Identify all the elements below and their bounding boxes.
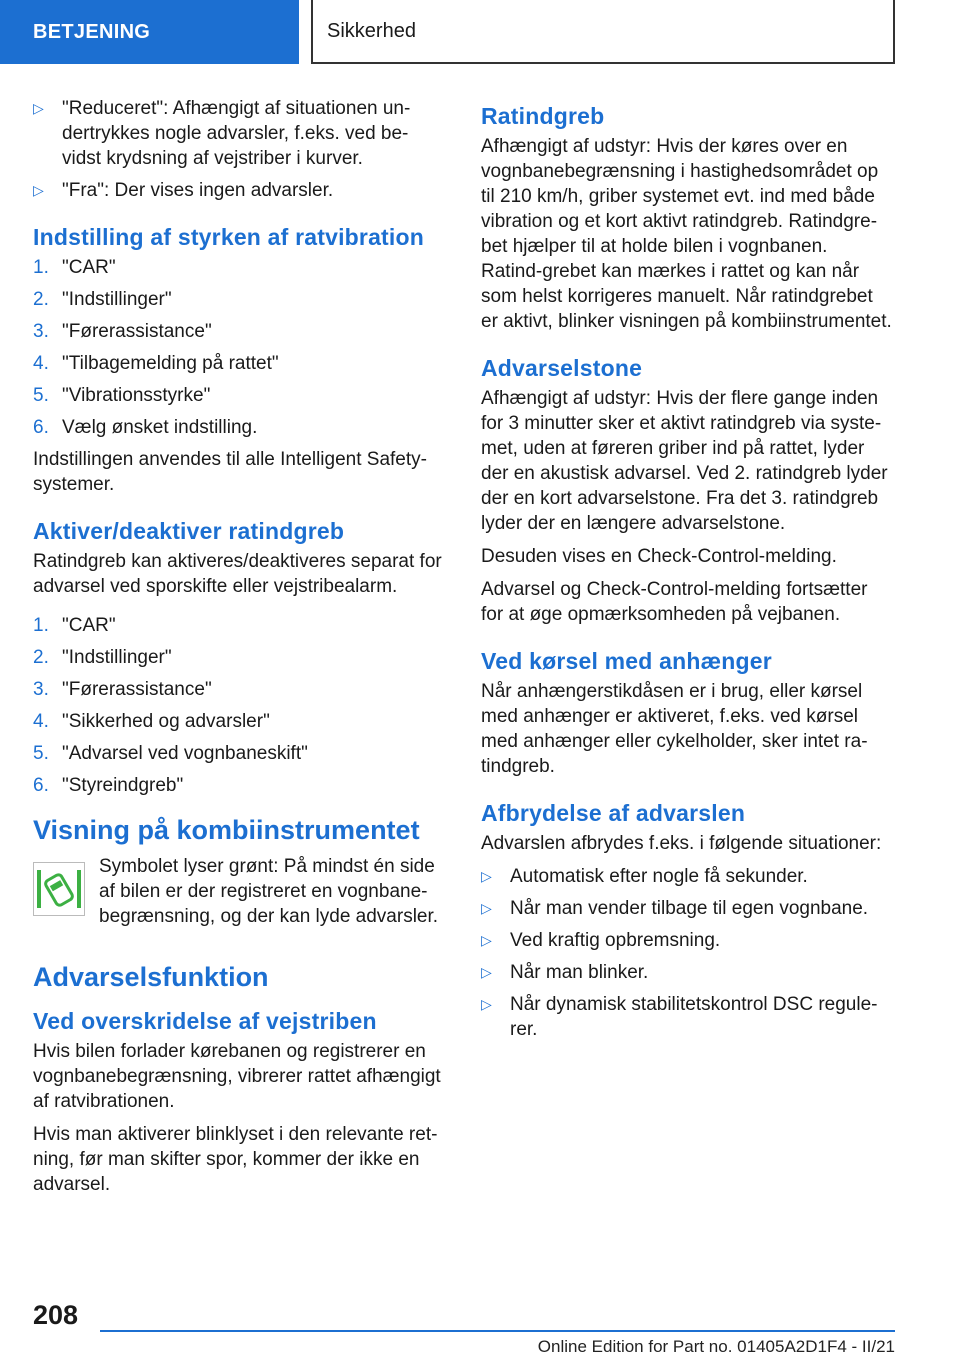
step-number: 4. xyxy=(33,711,49,732)
header-topic-box xyxy=(311,0,895,64)
section-heading: Ratindgreb xyxy=(481,103,605,129)
step-text: "Vibrationsstyrke" xyxy=(62,385,211,406)
lane-departure-icon xyxy=(33,862,85,916)
step-number: 3. xyxy=(33,321,49,342)
triangle-bullet-icon: ▷ xyxy=(33,182,44,198)
step-text: Vælg ønsket indstilling. xyxy=(62,417,258,438)
step-number: 4. xyxy=(33,353,49,374)
list-item xyxy=(33,319,445,344)
bullet-text: Ved kraftig opbremsning. xyxy=(510,930,721,951)
list-item xyxy=(33,613,445,638)
list-item xyxy=(33,741,445,766)
step-text: "Sikkerhed og advarsler" xyxy=(62,711,270,732)
step-number: 5. xyxy=(33,743,49,764)
left-column xyxy=(33,96,445,1205)
triangle-bullet-icon: ▷ xyxy=(481,996,492,1012)
bullet-text: Automatisk efter nogle få sekunder. xyxy=(510,866,808,887)
step-number: 6. xyxy=(33,775,49,796)
list-item xyxy=(33,645,445,670)
step-number: 2. xyxy=(33,289,49,310)
step-number: 5. xyxy=(33,385,49,406)
footer-divider xyxy=(100,1330,895,1332)
header-section-tab xyxy=(0,0,299,64)
step-number: 6. xyxy=(33,417,49,438)
triangle-bullet-icon: ▷ xyxy=(481,868,492,884)
list-item xyxy=(33,415,445,440)
triangle-bullet-icon: ▷ xyxy=(33,100,44,116)
steps-list xyxy=(33,255,445,440)
steps-list xyxy=(33,613,445,798)
list-item xyxy=(481,960,893,985)
indicator-row xyxy=(33,854,445,929)
list-item xyxy=(33,351,445,376)
paragraph: Hvis man aktiverer blinklyset i den relevante ret-ning, før man skifter spor, kommer der ikke en advarsel. xyxy=(33,1124,438,1195)
paragraph: Når anhængerstikdåsen er i brug, eller kørsel med anhænger er aktiveret, f.eks. ved kørsel med anhænger eller cykelholder, sker intet ra-tindgreb. xyxy=(481,681,868,777)
bullet-text: "Reduceret": Afhængigt af situationen un-dertrykkes nogle advarsler, f.eks. ved be-vidst krydsning af vejstriber i kurver. xyxy=(62,98,411,169)
section-heading: Ved kørsel med anhænger xyxy=(481,648,772,674)
step-text: "Indstillinger" xyxy=(62,647,172,668)
list-item xyxy=(33,383,445,408)
chapter-heading: Advarselsfunktion xyxy=(33,962,269,992)
paragraph: Afhængigt af udstyr: Hvis der køres over en vognbanebegrænsning i hastighedsområdet op til 210 km/h, griber systemet evt. ind med både vibration og et kort aktivt ratindgreb. Ratindgre-bet hjælper til at holde bilen i vognbanen. Ratind-grebet kan mærkes i rattet og kan når som helst korrigeres manuelt. Når ratindgrebet er aktivt, blinker visningen på kombiinstrumentet. xyxy=(481,136,892,332)
indicator-description: Symbolet lyser grønt: På mindst én side af bilen er der registreret en vognbane-begrænsning, og der kan lyde advarsler. xyxy=(99,856,439,927)
page-number: 208 xyxy=(33,1300,79,1330)
triangle-bullet-icon: ▷ xyxy=(481,964,492,980)
step-text: "Tilbagemelding på rattet" xyxy=(62,353,279,374)
triangle-bullet-icon: ▷ xyxy=(481,932,492,948)
paragraph: Advarsel og Check-Control-melding fortsætter for at øge opmærksomheden på vejbanen. xyxy=(481,579,868,625)
step-text: "Styreindgreb" xyxy=(62,775,184,796)
step-number: 2. xyxy=(33,647,49,668)
step-number: 3. xyxy=(33,679,49,700)
step-text: "CAR" xyxy=(62,257,116,278)
section-heading: Indstilling af styrken af ratvibration xyxy=(33,224,425,250)
step-text: "Førerassistance" xyxy=(62,679,212,700)
list-item xyxy=(481,992,893,1042)
bullet-text: Når dynamisk stabilitetskontrol DSC regule-rer. xyxy=(510,994,878,1040)
list-item xyxy=(33,773,445,798)
paragraph: Afhængigt af udstyr: Hvis der flere gange inden for 3 minutter sker et aktivt ratindgreb via syste-met, uden at føreren griber ind på rattet, lyder der en akustisk advarsel. Ved 2. ratindgreb lyder der en kort advarselstone. Fra det 3. ratindgreb lyder der en længere advarselstone. xyxy=(481,388,888,534)
step-text: "Advarsel ved vognbaneskift" xyxy=(62,743,308,764)
paragraph: Indstillingen anvendes til alle Intelligent Safety-systemer. xyxy=(33,449,427,495)
paragraph: Ratindgreb kan aktiveres/deaktiveres separat for advarsel ved sporskifte eller vejstribealarm. xyxy=(33,551,442,597)
header-topic-label: Sikkerhed xyxy=(327,19,416,42)
list-item xyxy=(33,255,445,280)
section-heading: Afbrydelse af advarslen xyxy=(481,800,746,826)
intro-bullet-list xyxy=(33,96,445,203)
list-item xyxy=(33,178,445,203)
list-item xyxy=(481,896,893,921)
interruption-bullet-list xyxy=(481,864,893,1042)
step-text: "CAR" xyxy=(62,615,116,636)
list-item xyxy=(33,287,445,312)
paragraph: Desuden vises en Check-Control-melding. xyxy=(481,546,837,567)
paragraph: Advarslen afbrydes f.eks. i følgende situationer: xyxy=(481,833,882,854)
right-column xyxy=(481,96,893,1049)
triangle-bullet-icon: ▷ xyxy=(481,900,492,916)
bullet-text: "Fra": Der vises ingen advarsler. xyxy=(62,180,334,201)
bullet-text: Når man vender tilbage til egen vognbane. xyxy=(510,898,869,919)
chapter-heading: Visning på kombiinstrumentet xyxy=(33,815,420,845)
section-heading: Ved overskridelse af vejstriben xyxy=(33,1008,377,1034)
list-item xyxy=(33,677,445,702)
section-heading: Advarselstone xyxy=(481,355,643,381)
paragraph: Hvis bilen forlader kørebanen og registrerer en vognbanebegrænsning, vibrerer rattet afhængigt af ratvibrationen. xyxy=(33,1041,441,1112)
header-section-label: BETJENING xyxy=(33,20,151,43)
list-item xyxy=(481,928,893,953)
edition-text: Online Edition for Part no. 01405A2D1F4 - II/21 xyxy=(537,1337,895,1356)
list-item xyxy=(33,709,445,734)
step-text: "Indstillinger" xyxy=(62,289,172,310)
bullet-text: Når man blinker. xyxy=(510,962,649,983)
list-item xyxy=(481,864,893,889)
step-number: 1. xyxy=(33,257,49,278)
step-text: "Førerassistance" xyxy=(62,321,212,342)
list-item xyxy=(33,96,445,171)
step-number: 1. xyxy=(33,615,49,636)
section-heading: Aktiver/deaktiver ratindgreb xyxy=(33,518,345,544)
